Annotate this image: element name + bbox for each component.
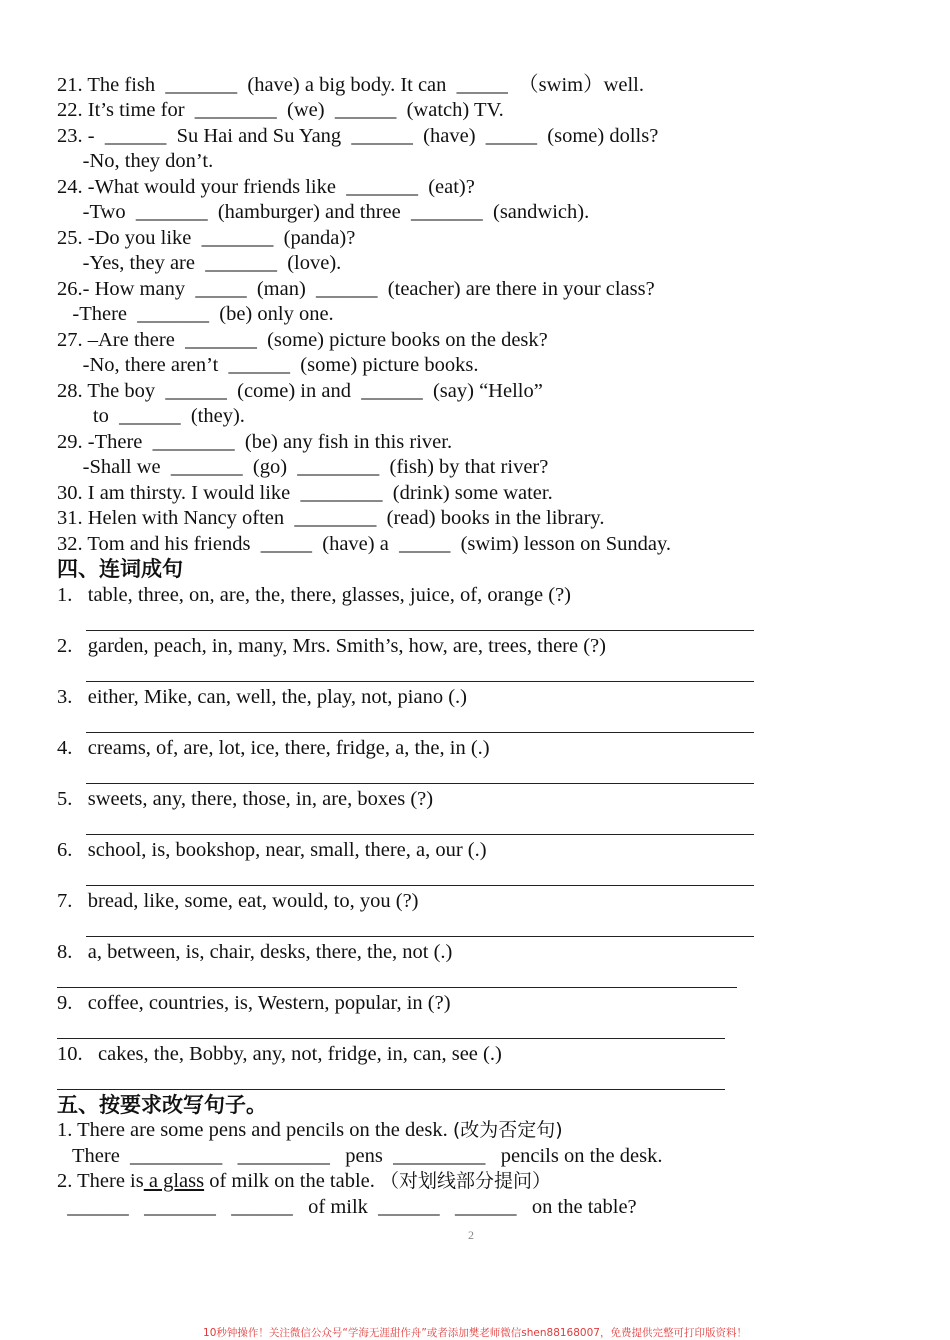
- page-number: 2: [468, 1228, 474, 1242]
- sentence-prompt-6: 6. school, is, bookshop, near, small, there, a, our (.): [57, 839, 487, 861]
- answer-line-7: [86, 936, 754, 937]
- exercise-line-29: 29. -There ________ (be) any fish in this river.: [57, 431, 453, 453]
- exercise-line-28: 28. The boy ______ (come) in and ______ (say) “Hello”: [57, 380, 543, 402]
- exercise-line-24-answer: -Two _______ (hamburger) and three _______ (sandwich).: [57, 201, 590, 223]
- sentence-prompt-9: 9. coffee, countries, is, Western, popular, in (?): [57, 992, 451, 1014]
- exercise-line-30: 30. I am thirsty. I would like ________ (drink) some water.: [57, 482, 553, 504]
- exercise-line-21: 21. The fish _______ (have) a big body. It can _____ （swim）well.: [57, 74, 645, 96]
- exercise-line-32: 32. Tom and his friends _____ (have) a _____ (swim) lesson on Sunday.: [57, 533, 672, 555]
- answer-line-2: [86, 681, 754, 682]
- rewrite-question-1-instruction: (改为否定句): [452, 1119, 563, 1141]
- sentence-prompt-2: 2. garden, peach, in, many, Mrs. Smith’s, how, are, trees, there (?): [57, 635, 606, 657]
- exercise-line-27: 27. –Are there _______ (some) picture books on the desk?: [57, 329, 548, 351]
- exercise-line-27-answer: -No, there aren’t ______ (some) picture books.: [57, 354, 479, 376]
- sentence-prompt-7: 7. bread, like, some, eat, would, to, you (?): [57, 890, 419, 912]
- rewrite-question-1-text: 1. There are some pens and pencils on the desk.: [57, 1119, 453, 1141]
- answer-line-4: [86, 783, 754, 784]
- rewrite-answer-2: ______ _______ ______ of milk ______ ______ on the table?: [57, 1196, 637, 1218]
- exercise-line-23: 23. - ______ Su Hai and Su Yang ______ (have) _____ (some) dolls?: [57, 125, 659, 147]
- section5-heading: 五、按要求改写句子。: [57, 1093, 267, 1117]
- rewrite-question-2: [57, 1169, 551, 1193]
- rewrite-question-2-text-end: of milk on the table.: [204, 1170, 381, 1192]
- rewrite-question-1: [57, 1118, 563, 1142]
- exercise-line-25-answer: -Yes, they are _______ (love).: [57, 252, 342, 274]
- exercise-line-31: 31. Helen with Nancy often ________ (read) books in the library.: [57, 507, 605, 529]
- answer-line-9: [57, 1038, 725, 1039]
- underlined-phrase: a glass: [143, 1170, 205, 1192]
- answer-line-10: [57, 1089, 725, 1090]
- answer-line-6: [86, 885, 754, 886]
- sentence-prompt-5: 5. sweets, any, there, those, in, are, boxes (?): [57, 788, 434, 810]
- exercise-line-22: 22. It’s time for ________ (we) ______ (watch) TV.: [57, 99, 504, 121]
- rewrite-question-2-instruction: （对划线部分提问）: [380, 1170, 552, 1192]
- section4-heading: 四、连词成句: [57, 557, 183, 581]
- answer-line-3: [86, 732, 754, 733]
- answer-line-1: [86, 630, 754, 631]
- sentence-prompt-3: 3. either, Mike, can, well, the, play, not, piano (.): [57, 686, 468, 708]
- sentence-prompt-10: 10. cakes, the, Bobby, any, not, fridge, in, can, see (.): [57, 1043, 502, 1065]
- footer-note: 10秒钟操作！关注微信公众号“学海无涯甜作舟”或者添加樊老师微信shen88168007，免费提供完整可打印版资料！: [203, 1327, 747, 1339]
- exercise-line-25: 25. -Do you like _______ (panda)?: [57, 227, 356, 249]
- exercise-line-28-cont: to ______ (they).: [57, 405, 245, 427]
- answer-line-5: [86, 834, 754, 835]
- exercise-line-29-answer: -Shall we _______ (go) ________ (fish) by that river?: [57, 456, 549, 478]
- rewrite-answer-1: There _________ _________ pens _________ pencils on the desk.: [57, 1145, 663, 1167]
- exercise-line-26-answer: -There _______ (be) only one.: [57, 303, 334, 325]
- sentence-prompt-8: 8. a, between, is, chair, desks, there, the, not (.): [57, 941, 453, 963]
- exercise-line-26: 26.- How many _____ (man) ______ (teacher) are there in your class?: [57, 278, 655, 300]
- sentence-prompt-1: 1. table, three, on, are, the, there, glasses, juice, of, orange (?): [57, 584, 571, 606]
- answer-line-8: [57, 987, 737, 988]
- exercise-line-23-answer: -No, they don’t.: [57, 150, 214, 172]
- sentence-prompt-4: 4. creams, of, are, lot, ice, there, fridge, a, the, in (.): [57, 737, 490, 759]
- rewrite-question-2-text: 2. There is: [57, 1170, 144, 1192]
- exercise-line-24: 24. -What would your friends like _______ (eat)?: [57, 176, 475, 198]
